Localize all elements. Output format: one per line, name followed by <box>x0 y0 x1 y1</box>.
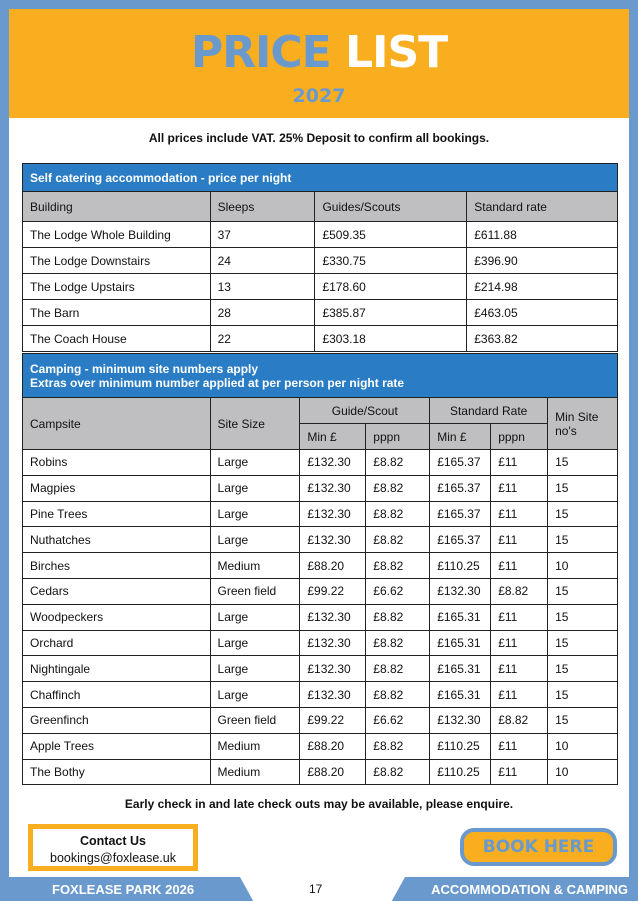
table-cell: 15 <box>548 501 618 527</box>
table-row <box>23 475 618 501</box>
table-cell: £8.82 <box>366 501 430 527</box>
column-header: Sleeps <box>210 192 315 222</box>
table-cell: £88.20 <box>300 759 366 785</box>
table-cell: Large <box>210 630 300 656</box>
table-cell: £363.82 <box>467 326 618 352</box>
table-cell: £132.30 <box>300 630 366 656</box>
table-cell: Birches <box>23 553 211 579</box>
camping-subtitle: Extras over minimum number applied at per person per night rate <box>30 375 405 390</box>
table-cell: 24 <box>210 248 315 274</box>
table-cell: Large <box>210 604 300 630</box>
table-row <box>23 682 618 708</box>
table-row <box>23 501 618 527</box>
table-cell: Chaffinch <box>23 682 211 708</box>
table-cell: £214.98 <box>467 274 618 300</box>
table-cell: Orchard <box>23 630 211 656</box>
col-standard-rate: Standard Rate <box>430 398 548 424</box>
footer-right: ACCOMMODATION & CAMPING <box>431 882 628 897</box>
table-cell: The Lodge Whole Building <box>23 222 211 248</box>
table-cell: 13 <box>210 274 315 300</box>
table-row <box>23 630 618 656</box>
table-cell: £11 <box>491 501 548 527</box>
page-number-tab <box>240 877 405 901</box>
price-list-page <box>9 9 629 877</box>
table-cell: £11 <box>491 630 548 656</box>
table-cell: £11 <box>491 527 548 553</box>
table-cell: Large <box>210 450 300 476</box>
table-cell: 15 <box>548 450 618 476</box>
column-header: Building <box>23 192 211 222</box>
title-list: LIST <box>345 27 448 78</box>
contact-email[interactable]: bookings@foxlease.uk <box>50 851 176 865</box>
table-cell: £6.62 <box>366 578 430 604</box>
table-row <box>23 578 618 604</box>
table-cell: £132.30 <box>300 656 366 682</box>
table-cell: Apple Trees <box>23 733 211 759</box>
table-cell: £132.30 <box>300 501 366 527</box>
table-row <box>23 553 618 579</box>
table-cell: £6.62 <box>366 707 430 733</box>
early-checkin-note: Early check in and late check outs may be available, please enquire. <box>124 797 514 811</box>
table-row <box>23 604 618 630</box>
col-guide-min: Min £ <box>300 424 366 450</box>
table-cell: £132.30 <box>300 604 366 630</box>
table-cell: £463.05 <box>467 300 618 326</box>
table-cell: Pine Trees <box>23 501 211 527</box>
table-cell: 15 <box>548 630 618 656</box>
vat-note: All prices include VAT. 25% Deposit to confirm all bookings. <box>148 131 490 145</box>
col-guide-pppn: pppn <box>366 424 430 450</box>
table-cell: £11 <box>491 733 548 759</box>
table-cell: The Barn <box>23 300 211 326</box>
col-standard-pppn: pppn <box>491 424 548 450</box>
table-cell: The Bothy <box>23 759 211 785</box>
table-cell: £8.82 <box>366 604 430 630</box>
table-cell: £8.82 <box>491 578 548 604</box>
table-cell: Large <box>210 682 300 708</box>
table-row <box>23 326 618 352</box>
table-cell: Large <box>210 501 300 527</box>
self-catering-table <box>22 163 618 352</box>
section-title <box>23 354 618 398</box>
table-cell: Medium <box>210 553 300 579</box>
table-cell: £385.87 <box>315 300 467 326</box>
table-cell: £8.82 <box>366 553 430 579</box>
title-price: PRICE <box>190 27 331 78</box>
table-cell: Cedars <box>23 578 211 604</box>
table-cell: Green field <box>210 578 300 604</box>
table-cell: £132.30 <box>430 578 491 604</box>
table-cell: £132.30 <box>300 682 366 708</box>
table-cell: £611.88 <box>467 222 618 248</box>
table-cell: £8.82 <box>366 475 430 501</box>
table-cell: £99.22 <box>300 707 366 733</box>
camping-table <box>22 353 618 785</box>
page-number: 17 <box>309 882 323 896</box>
table-cell: £11 <box>491 553 548 579</box>
table-cell: £132.30 <box>300 527 366 553</box>
table-cell: Nightingale <box>23 656 211 682</box>
table-cell: £8.82 <box>366 656 430 682</box>
table-cell: 15 <box>548 475 618 501</box>
table-cell: Magpies <box>23 475 211 501</box>
table-cell: £8.82 <box>366 759 430 785</box>
table-cell: 10 <box>548 733 618 759</box>
table-cell: Greenfinch <box>23 707 211 733</box>
table-cell: £165.37 <box>430 450 491 476</box>
contact-box <box>28 824 198 871</box>
table-cell: £11 <box>491 759 548 785</box>
table-cell: £11 <box>491 475 548 501</box>
table-cell: 37 <box>210 222 315 248</box>
table-cell: Large <box>210 527 300 553</box>
book-here-button[interactable]: BOOK HERE <box>460 828 617 866</box>
table-cell: £11 <box>491 656 548 682</box>
footer-bar <box>0 877 638 901</box>
table-row <box>23 222 618 248</box>
col-campsite: Campsite <box>23 398 211 450</box>
table-cell: £330.75 <box>315 248 467 274</box>
table-cell: £8.82 <box>491 707 548 733</box>
table-cell: Nuthatches <box>23 527 211 553</box>
table-cell: Large <box>210 656 300 682</box>
table-row <box>23 527 618 553</box>
table-cell: Large <box>210 475 300 501</box>
header-banner <box>9 9 629 118</box>
table-cell: £165.31 <box>430 682 491 708</box>
table-cell: £303.18 <box>315 326 467 352</box>
table-row <box>23 300 618 326</box>
table-row <box>23 274 618 300</box>
page-title <box>9 27 629 78</box>
table-cell: Medium <box>210 733 300 759</box>
table-row <box>23 248 618 274</box>
table-cell: 28 <box>210 300 315 326</box>
col-guide-scout: Guide/Scout <box>300 398 430 424</box>
table-cell: 15 <box>548 604 618 630</box>
col-min-site: Min Site no's <box>548 398 618 450</box>
footer-left: FOXLEASE PARK 2026 <box>52 882 195 897</box>
table-cell: 10 <box>548 759 618 785</box>
camping-title: Camping - minimum site numbers apply <box>30 361 259 376</box>
col-site-size: Site Size <box>210 398 300 450</box>
table-cell: Woodpeckers <box>23 604 211 630</box>
col-standard-min: Min £ <box>430 424 491 450</box>
table-cell: 10 <box>548 553 618 579</box>
table-row <box>23 656 618 682</box>
table-cell: £110.25 <box>430 759 491 785</box>
table-cell: £165.31 <box>430 630 491 656</box>
table-cell: £11 <box>491 604 548 630</box>
table-cell: £8.82 <box>366 733 430 759</box>
table-cell: The Coach House <box>23 326 211 352</box>
table-cell: £11 <box>491 682 548 708</box>
table-cell: 15 <box>548 578 618 604</box>
table-cell: £132.30 <box>300 475 366 501</box>
section-title: Self catering accommodation - price per night <box>23 164 618 192</box>
table-cell: 15 <box>548 656 618 682</box>
table-cell: £11 <box>491 450 548 476</box>
table-cell: £110.25 <box>430 553 491 579</box>
table-cell: £178.60 <box>315 274 467 300</box>
table-cell: £110.25 <box>430 733 491 759</box>
contact-title: Contact Us <box>80 834 146 848</box>
table-cell: £132.30 <box>430 707 491 733</box>
table-cell: 22 <box>210 326 315 352</box>
table-cell: Green field <box>210 707 300 733</box>
table-cell: £8.82 <box>366 630 430 656</box>
table-cell: 15 <box>548 682 618 708</box>
table-row <box>23 733 618 759</box>
table-cell: 15 <box>548 707 618 733</box>
table-cell: The Lodge Upstairs <box>23 274 211 300</box>
column-header: Guides/Scouts <box>315 192 467 222</box>
table-cell: £509.35 <box>315 222 467 248</box>
table-cell: £396.90 <box>467 248 618 274</box>
table-cell: £8.82 <box>366 450 430 476</box>
table-cell: Medium <box>210 759 300 785</box>
table-row <box>23 450 618 476</box>
table-cell: £165.37 <box>430 501 491 527</box>
table-cell: £165.37 <box>430 475 491 501</box>
table-cell: £88.20 <box>300 733 366 759</box>
table-cell: £132.30 <box>300 450 366 476</box>
table-cell: £99.22 <box>300 578 366 604</box>
table-cell: £165.31 <box>430 656 491 682</box>
table-row <box>23 759 618 785</box>
table-cell: The Lodge Downstairs <box>23 248 211 274</box>
table-cell: £8.82 <box>366 527 430 553</box>
table-cell: £88.20 <box>300 553 366 579</box>
table-cell: £165.31 <box>430 604 491 630</box>
year: 2027 <box>292 85 346 107</box>
table-cell: 15 <box>548 527 618 553</box>
table-cell: Robins <box>23 450 211 476</box>
table-cell: £8.82 <box>366 682 430 708</box>
column-header: Standard rate <box>467 192 618 222</box>
table-cell: £165.37 <box>430 527 491 553</box>
table-row <box>23 707 618 733</box>
